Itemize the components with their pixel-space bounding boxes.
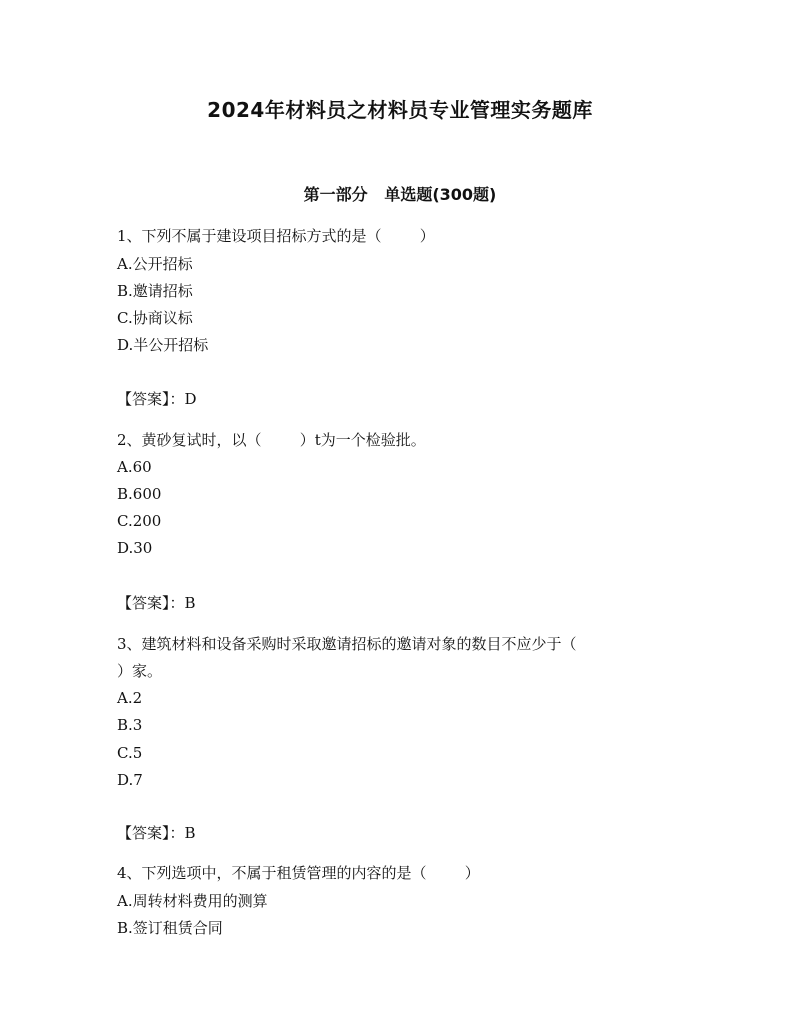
- question-3-option-b: B.3: [117, 716, 143, 734]
- question-2-stem: 2、黄砂复试时，以（ ）t为一个检验批。: [117, 431, 426, 449]
- question-3-stem-line-2: ）家。: [117, 662, 163, 680]
- question-2-option-a: A.60: [117, 458, 152, 476]
- question-3-stem-line-1: 3、建筑材料和设备采购时采取邀请招标的邀请对象的数目不应少于（: [117, 635, 577, 653]
- question-1-stem: 1、下列不属于建设项目招标方式的是（ ）: [117, 227, 435, 245]
- question-2-answer: 【答案】：B: [117, 594, 196, 612]
- document-title: 2024年材料员之材料员专业管理实务题库: [207, 98, 593, 122]
- question-2-option-d: D.30: [117, 539, 153, 557]
- question-1-option-b: B.邀请招标: [117, 282, 193, 300]
- question-4-option-b: B.签订租赁合同: [117, 919, 223, 937]
- question-2-option-c: C.200: [117, 512, 162, 530]
- question-3-option-c: C.5: [117, 744, 143, 762]
- question-3-answer: 【答案】：B: [117, 824, 196, 842]
- question-3-option-a: A.2: [117, 689, 143, 707]
- question-1-option-d: D.半公开招标: [117, 336, 209, 354]
- question-1-answer: 【答案】：D: [117, 390, 197, 408]
- section-title: 第一部分 单选题(300题): [303, 185, 497, 204]
- question-4-stem: 4、下列选项中，不属于租赁管理的内容的是（ ）: [117, 864, 480, 882]
- question-2-option-b: B.600: [117, 485, 162, 503]
- question-1-option-a: A.公开招标: [117, 255, 193, 273]
- question-4-option-a: A.周转材料费用的测算: [117, 892, 268, 910]
- question-3-option-d: D.7: [117, 771, 143, 789]
- question-1-option-c: C.协商议标: [117, 309, 193, 327]
